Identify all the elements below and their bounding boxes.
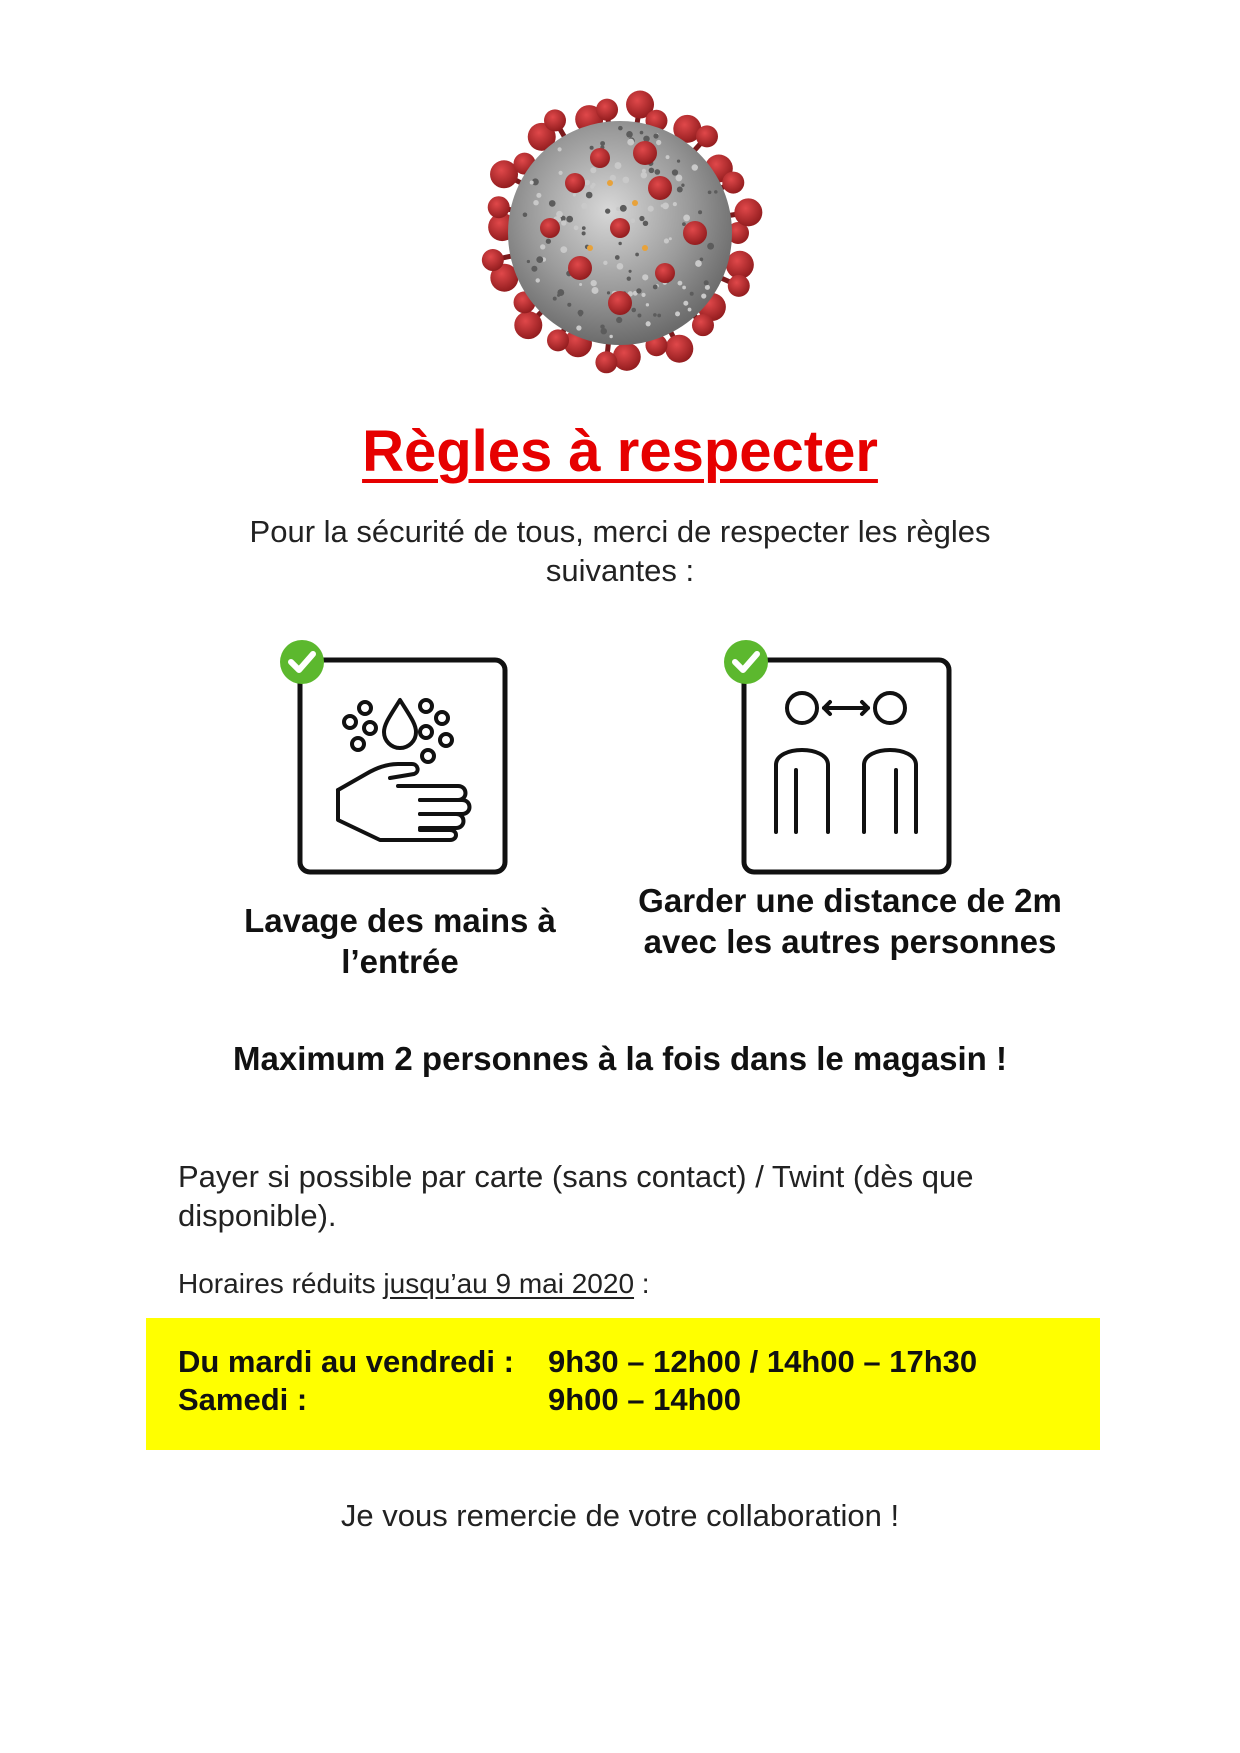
hours-day: Samedi : — [178, 1382, 308, 1417]
rule-label-distance: Garder une distance de 2m avec les autres personnes — [638, 882, 1062, 960]
hours-time: 9h00 – 14h00 — [548, 1382, 742, 1417]
thanks-text: Je vous remercie de votre collaboration ! — [340, 1498, 900, 1533]
opening-hours-box — [146, 1318, 1100, 1450]
hours-time: 9h30 – 12h00 / 14h00 – 17h30 — [548, 1344, 978, 1379]
check-icon — [724, 640, 768, 684]
page-title: Règles à respecter — [362, 419, 878, 484]
hours-day: Du mardi au vendredi : — [178, 1344, 514, 1379]
payment-notice: Payer si possible par carte (sans contact) / Twint (dès que disponible). — [178, 1159, 974, 1233]
check-icon — [280, 640, 324, 684]
coronavirus-illustration — [470, 88, 770, 378]
rule-label-hand-washing: Lavage des mains à l’entrée — [244, 902, 556, 980]
hours-intro: Horaires réduits jusqu’au 9 mai 2020 : — [178, 1268, 650, 1299]
max-persons-notice: Maximum 2 personnes à la fois dans le magasin ! — [233, 1040, 1007, 1077]
intro-text: Pour la sécurité de tous, merci de respecter les règles suivantes : — [249, 514, 991, 588]
social-distance-icon — [724, 640, 964, 880]
hand-washing-icon — [280, 640, 520, 880]
